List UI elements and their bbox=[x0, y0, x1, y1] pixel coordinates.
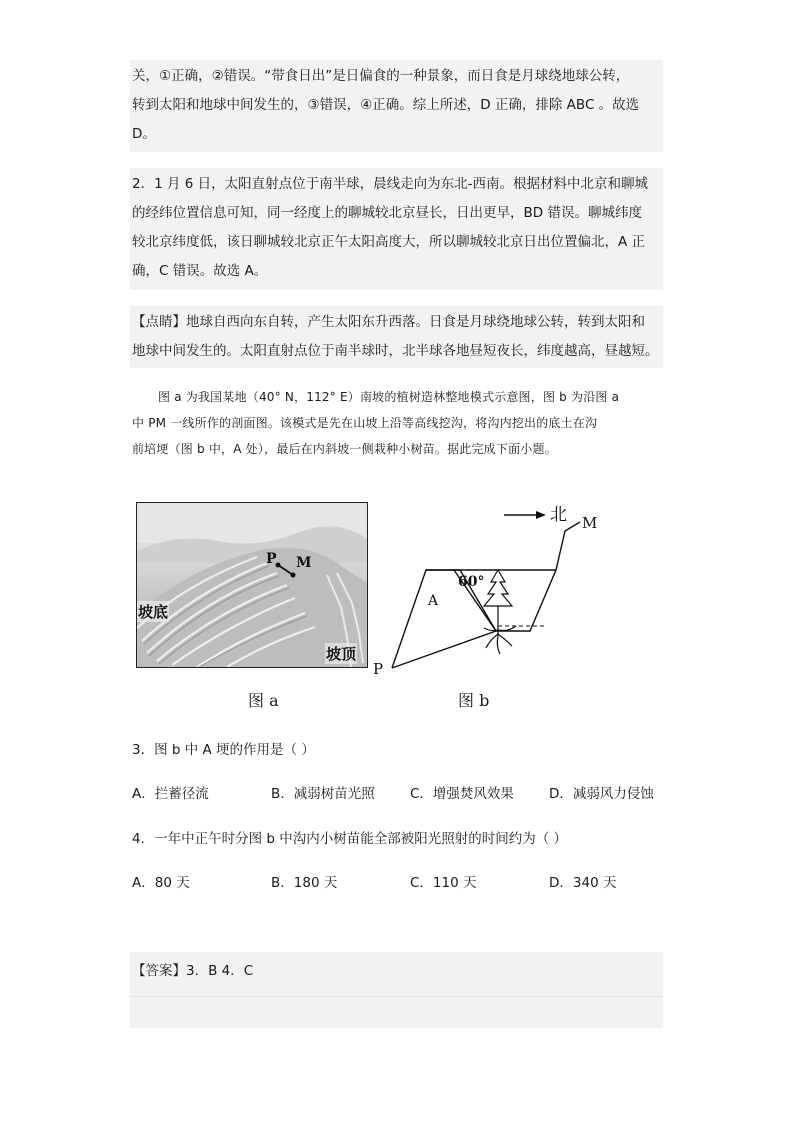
answer-box bbox=[130, 952, 663, 1028]
figure-a-photo bbox=[136, 502, 368, 668]
text-line: D。 bbox=[132, 126, 156, 142]
text-line: 中 PM 一线所作的剖面图。该模式是先在山坡上沿等高线挖沟，将沟内挖出的底土在沟 bbox=[132, 416, 598, 430]
label-slope-bottom: 坡底 bbox=[138, 603, 169, 621]
question-4-stem: 4．一年中正午时分图 b 中沟内小树苗能全部被阳光照射的时间约为（ ） bbox=[132, 831, 568, 847]
text-line: 前培埂（图 b 中，A 处），最后在内斜坡一侧栽种小树苗。据此完成下面小题。 bbox=[132, 442, 557, 456]
slope-profile bbox=[392, 522, 580, 668]
question-4-option-d: D．340 天 bbox=[549, 875, 617, 891]
text-line: 确，C 错误。故选 A。 bbox=[132, 263, 268, 279]
text-line: 【点睛】地球自西向东自转，产生太阳东升西落。日食是月球绕地球公转，转到太阳和 bbox=[132, 314, 645, 330]
text-line: 关，①正确，②错误。“带食日出”是日偏食的一种景象，而日食是月球绕地球公转， bbox=[132, 68, 630, 84]
question-3-option-a: A．拦蓄径流 bbox=[132, 786, 209, 802]
label-m: M bbox=[582, 514, 598, 532]
question-intro bbox=[132, 384, 664, 462]
text-line: 转到太阳和地球中间发生的，③错误，④正确。综上所述，D 正确，排除 ABC 。故选 bbox=[132, 97, 640, 113]
text-line: 地球中间发生的。太阳直射点位于南半球时，北半球各地昼短夜长，纬度越高，昼越短。 bbox=[132, 343, 659, 359]
figure-b-caption: 图 b bbox=[458, 691, 490, 710]
text-line: 的经纬位置信息可知，同一经度上的聊城较北京昼长，日出更早，BD 错误。聊城纬度 bbox=[132, 205, 642, 221]
label-p: P bbox=[373, 660, 384, 678]
key-point-paragraph bbox=[132, 308, 664, 366]
question-3-option-c: C．增强焚风效果 bbox=[410, 786, 514, 802]
answer-text: 【答案】3．B 4．C bbox=[132, 963, 254, 979]
divider bbox=[130, 996, 663, 997]
label-slope-top: 坡顶 bbox=[326, 645, 357, 663]
text-line: 图 a 为我国某地（40° N，112° E）南坡的植树造林整地模式示意图，图 b 为沿图 a bbox=[158, 390, 620, 404]
question-4-option-b: B．180 天 bbox=[271, 875, 338, 891]
question-4-option-c: C．110 天 bbox=[410, 875, 477, 891]
question-3-option-d: D．减弱风力侵蚀 bbox=[549, 786, 654, 802]
label-m: M bbox=[296, 555, 312, 571]
label-north: 北 bbox=[550, 505, 567, 525]
figure-a-caption: 图 a bbox=[248, 691, 279, 710]
question-3-stem: 3．图 b 中 A 埂的作用是（ ） bbox=[132, 742, 315, 758]
figure-b-diagram bbox=[370, 498, 610, 680]
explanation-paragraph-1 bbox=[132, 62, 664, 149]
label-p: P bbox=[266, 551, 277, 567]
tree-icon bbox=[484, 570, 516, 654]
question-4-option-a: A．80 天 bbox=[132, 875, 190, 891]
question-3-option-b: B．减弱树苗光照 bbox=[271, 786, 375, 802]
text-line: 较北京纬度低，该日聊城较北京正午太阳高度大，所以聊城较北京日出位置偏北，A 正 bbox=[132, 234, 646, 250]
angle-label: 60° bbox=[458, 574, 485, 590]
explanation-paragraph-2 bbox=[132, 170, 664, 286]
text-line: 2．1 月 6 日，太阳直射点位于南半球，晨线走向为东北-西南。根据材料中北京和聊城 bbox=[132, 176, 649, 192]
label-a: A bbox=[428, 593, 439, 609]
